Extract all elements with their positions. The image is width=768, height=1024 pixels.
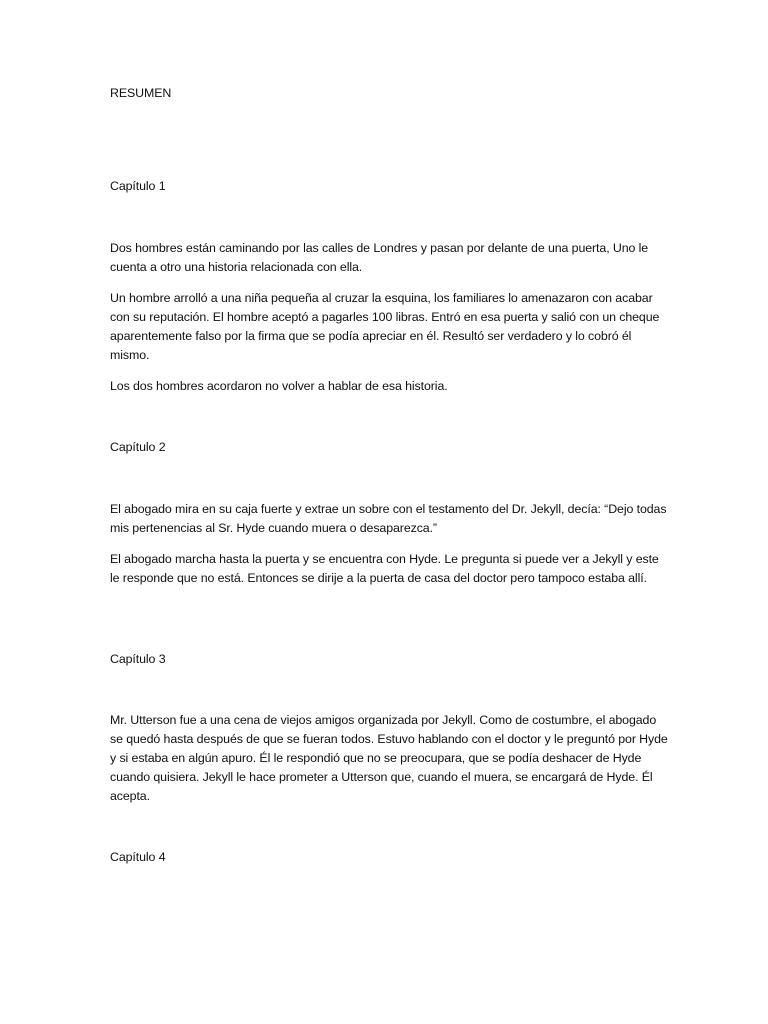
chapter-3-paragraph-1: Mr. Utterson fue a una cena de viejos amigos organizada por Jekyll. Como de costumbre, el abogado se quedó hasta después de que se fueran todos. Estuvo hablando con el doctor y le preguntó por Hyde y si estaba en algún apuro. Él le respondió que no se preocupara, que se podía deshacer de Hyde cuando quisiera. Jekyll le hace prometer a Utterson que, cuando el muera, se encargará de Hyde. Él acepta. xyxy=(110,713,668,803)
chapter-1-paragraph-1: Dos hombres están caminando por las calles de Londres y pasan por delante de una puerta, Uno le cuenta a otro una historia relacionada con ella. xyxy=(110,241,649,274)
chapter-2-paragraph-1: El abogado mira en su caja fuerte y extrae un sobre con el testamento del Dr. Jekyll, decía: “Dejo todas mis pertenencias al Sr. Hyde cuando muera o desaparezca.” xyxy=(110,502,667,535)
chapter-1-paragraph-2: Un hombre arrolló a una niña pequeña al cruzar la esquina, los familiares lo amenazaron con acabar con su reputación. El hombre aceptó a pagarles 100 libras. Entró en esa puerta y salió con un cheque aparentemente falso por la firma que se podía apreciar en él. Resultó ser verdadero y lo cobró él mismo. xyxy=(110,291,660,362)
document-title: RESUMEN xyxy=(110,86,172,100)
chapter-1-paragraph-3: Los dos hombres acordaron no volver a hablar de esa historia. xyxy=(110,379,448,393)
chapter-2-paragraph-2: El abogado marcha hasta la puerta y se encuentra con Hyde. Le pregunta si puede ver a Jekyll y este le responde que no está. Entonces se dirije a la puerta de casa del doctor pero tampoco estaba allí. xyxy=(110,552,659,585)
chapter-4-heading: Capítulo 4 xyxy=(110,850,166,864)
chapter-3-heading: Capítulo 3 xyxy=(110,652,166,666)
chapter-1-heading: Capítulo 1 xyxy=(110,179,166,193)
chapter-2-heading: Capítulo 2 xyxy=(110,440,166,454)
